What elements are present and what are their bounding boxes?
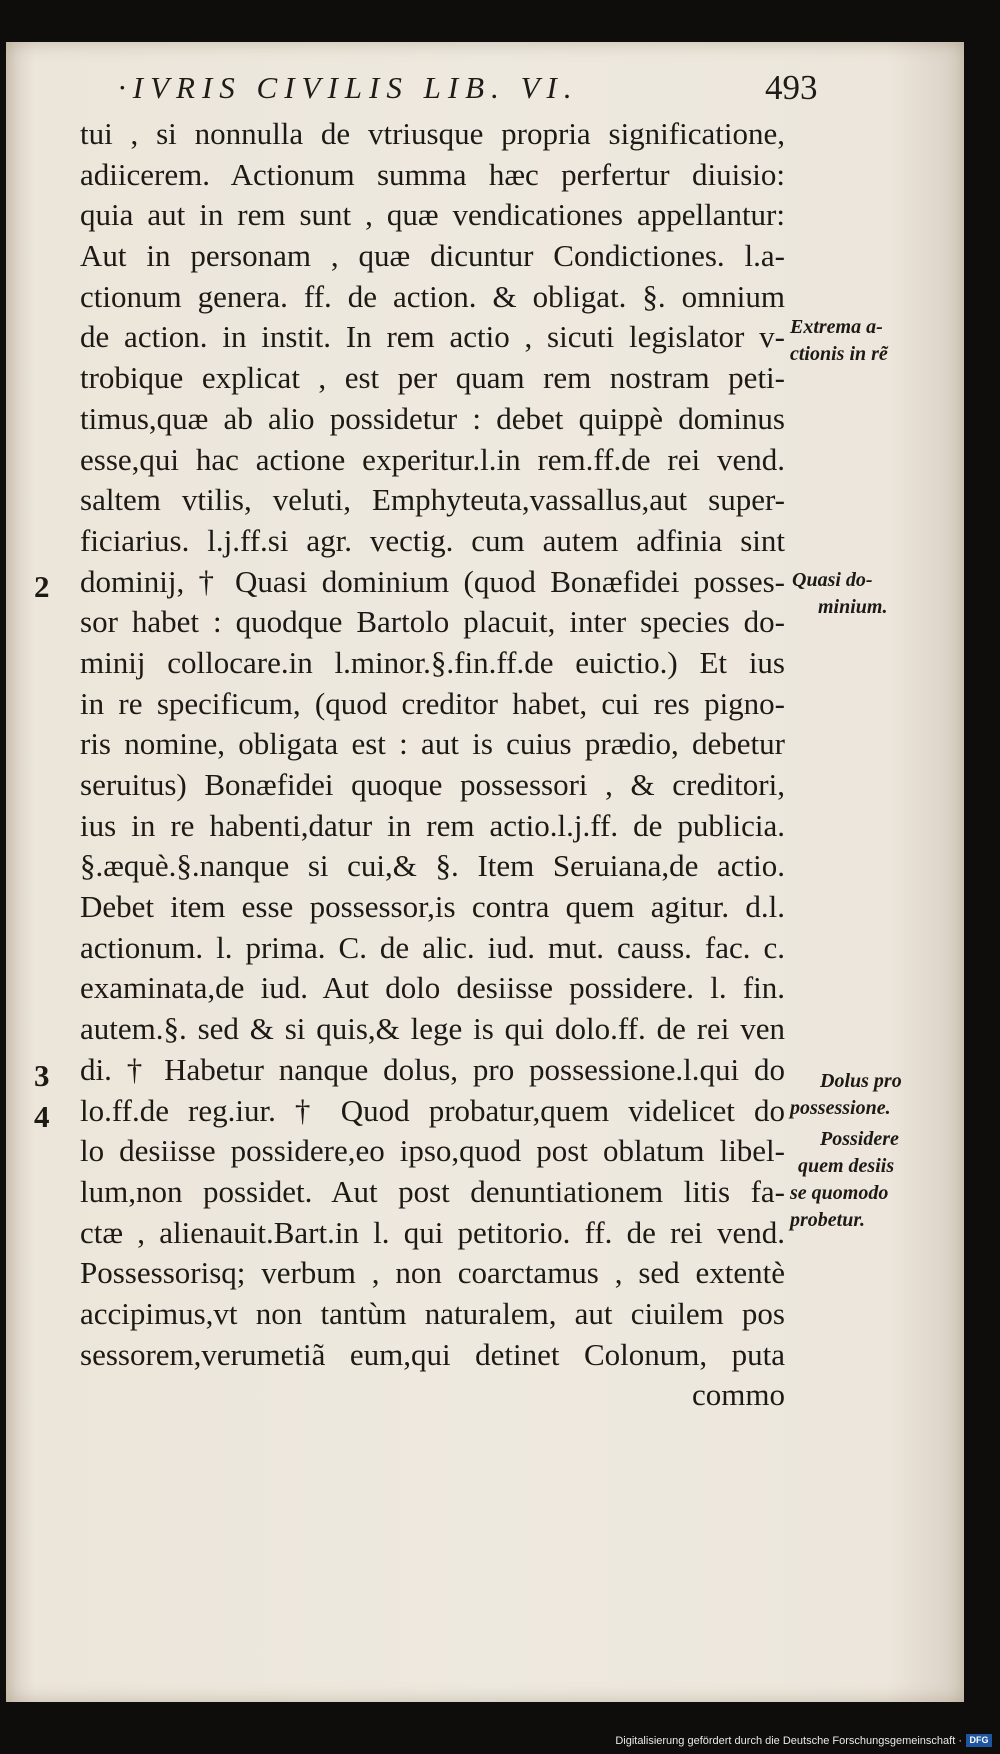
text-line: trobique explicat , est per quam rem nostram peti- bbox=[80, 360, 785, 396]
margin-note-line: minium. bbox=[818, 596, 888, 618]
text-line: examinata,de iud. Aut dolo desiisse possidere. l. fin. bbox=[80, 970, 785, 1006]
text-line: sessorem,verumetiã eum,qui detinet Colonum, puta bbox=[80, 1336, 785, 1372]
text-line: Debet item esse possessor,is contra quem agitur. d.l. bbox=[80, 889, 785, 925]
text-line: quia aut in rem sunt , quæ vendicationes appellantur: bbox=[80, 197, 785, 233]
text-line: esse,qui hac actione experitur.l.in rem.ff.de rei vend. bbox=[80, 441, 785, 477]
margin-note bbox=[792, 567, 887, 621]
margin-note-line: Possidere bbox=[820, 1128, 899, 1150]
margin-note-line: se quomodo bbox=[790, 1182, 889, 1204]
margin-note-line: quem desiis bbox=[798, 1155, 895, 1177]
margin-note-line: ctionis in rẽ bbox=[790, 343, 888, 365]
text-line: ctionum genera. ff. de action. & obligat. §. omnium bbox=[80, 278, 785, 314]
margin-note-line: Extrema a- bbox=[790, 316, 883, 338]
text-line: in re specificum, (quod creditor habet, cui res pigno- bbox=[80, 685, 785, 721]
text-line: lo.ff.de reg.iur. † Quod probatur,quem videlicet do bbox=[80, 1092, 785, 1128]
margin-note-line: probetur. bbox=[790, 1209, 866, 1231]
body-text bbox=[80, 114, 785, 1416]
text-line: saltem vtilis, veluti, Emphyteuta,vassallus,aut super- bbox=[80, 482, 785, 518]
running-head: ·IVRIS CIVILIS LIB. VI. bbox=[118, 70, 579, 105]
line-number: 2 bbox=[34, 569, 50, 604]
text-line: §.æquè.§.nanque si cui,& §. Item Seruiana,de actio. bbox=[80, 848, 785, 884]
footer-credit: Digitalisierung gefördert durch die Deutsche Forschungsgemeinschaft · bbox=[615, 1735, 962, 1747]
margin-note bbox=[790, 1068, 902, 1122]
text-line: Aut in personam , quæ dicuntur Condictiones. l.a- bbox=[80, 238, 785, 274]
text-line: accipimus,vt non tantùm naturalem, aut ciuilem pos bbox=[80, 1295, 785, 1331]
text-line: seruitus) Bonæfidei quoque possessori , & creditori, bbox=[80, 767, 785, 802]
text-line: di. † Habetur nanque dolus, pro possessione.l.qui do bbox=[80, 1051, 785, 1087]
text-line: lum,non possidet. Aut post denuntiationem litis fa- bbox=[80, 1173, 785, 1209]
text-line: ius in re habenti,datur in rem actio.l.j.ff. de publicia. bbox=[80, 807, 785, 843]
text-line: lo desiisse possidere,eo ipso,quod post oblatum libel- bbox=[80, 1133, 785, 1169]
line-number: 3 bbox=[34, 1058, 50, 1093]
text-line: dominij, † Quasi dominium (quod Bonæfidei posses- bbox=[80, 563, 785, 599]
text-line: de action. in instit. In rem actio , sicuti legislator v- bbox=[80, 319, 785, 355]
text-line: ficiarius. l.j.ff.si agr. vectig. cum autem adfinia sint bbox=[80, 522, 785, 558]
text-line: sor habet : quodque Bartolo placuit, inter species do- bbox=[80, 604, 785, 640]
margin-note bbox=[790, 1126, 899, 1234]
catchword: commo bbox=[692, 1377, 785, 1413]
dfg-logo: DFG bbox=[966, 1734, 992, 1747]
text-line: Possessorisq; verbum , non coarctamus , sed extentè bbox=[80, 1255, 785, 1291]
text-line: tui , si nonnulla de vtriusque propria significatione, bbox=[80, 116, 785, 151]
margin-note-line: Dolus pro bbox=[820, 1070, 902, 1092]
text-line: timus,quæ ab alio possidetur : debet quippè dominus bbox=[80, 400, 785, 436]
text-line: autem.§. sed & si quis,& lege is qui dolo.ff. de rei ven bbox=[80, 1011, 785, 1047]
margin-note-line: Quasi do- bbox=[792, 569, 873, 591]
text-line: ris nomine, obligata est : aut is cuius prædio, debetur bbox=[80, 726, 785, 762]
text-line: minij collocare.in l.minor.§.fin.ff.de euictio.) Et ius bbox=[80, 644, 785, 680]
line-number: 4 bbox=[34, 1099, 50, 1134]
text-line: ctæ , alienauit.Bart.in l. qui petitorio. ff. de rei vend. bbox=[80, 1214, 785, 1250]
text-line: adiicerem. Actionum summa hæc perfertur diuisio: bbox=[80, 156, 785, 192]
margin-note bbox=[790, 314, 888, 368]
margin-note-line: possessione. bbox=[790, 1097, 891, 1119]
page-number: 493 bbox=[765, 68, 818, 107]
text-line: actionum. l. prima. C. de alic. iud. mut. causs. fac. c. bbox=[80, 929, 785, 965]
